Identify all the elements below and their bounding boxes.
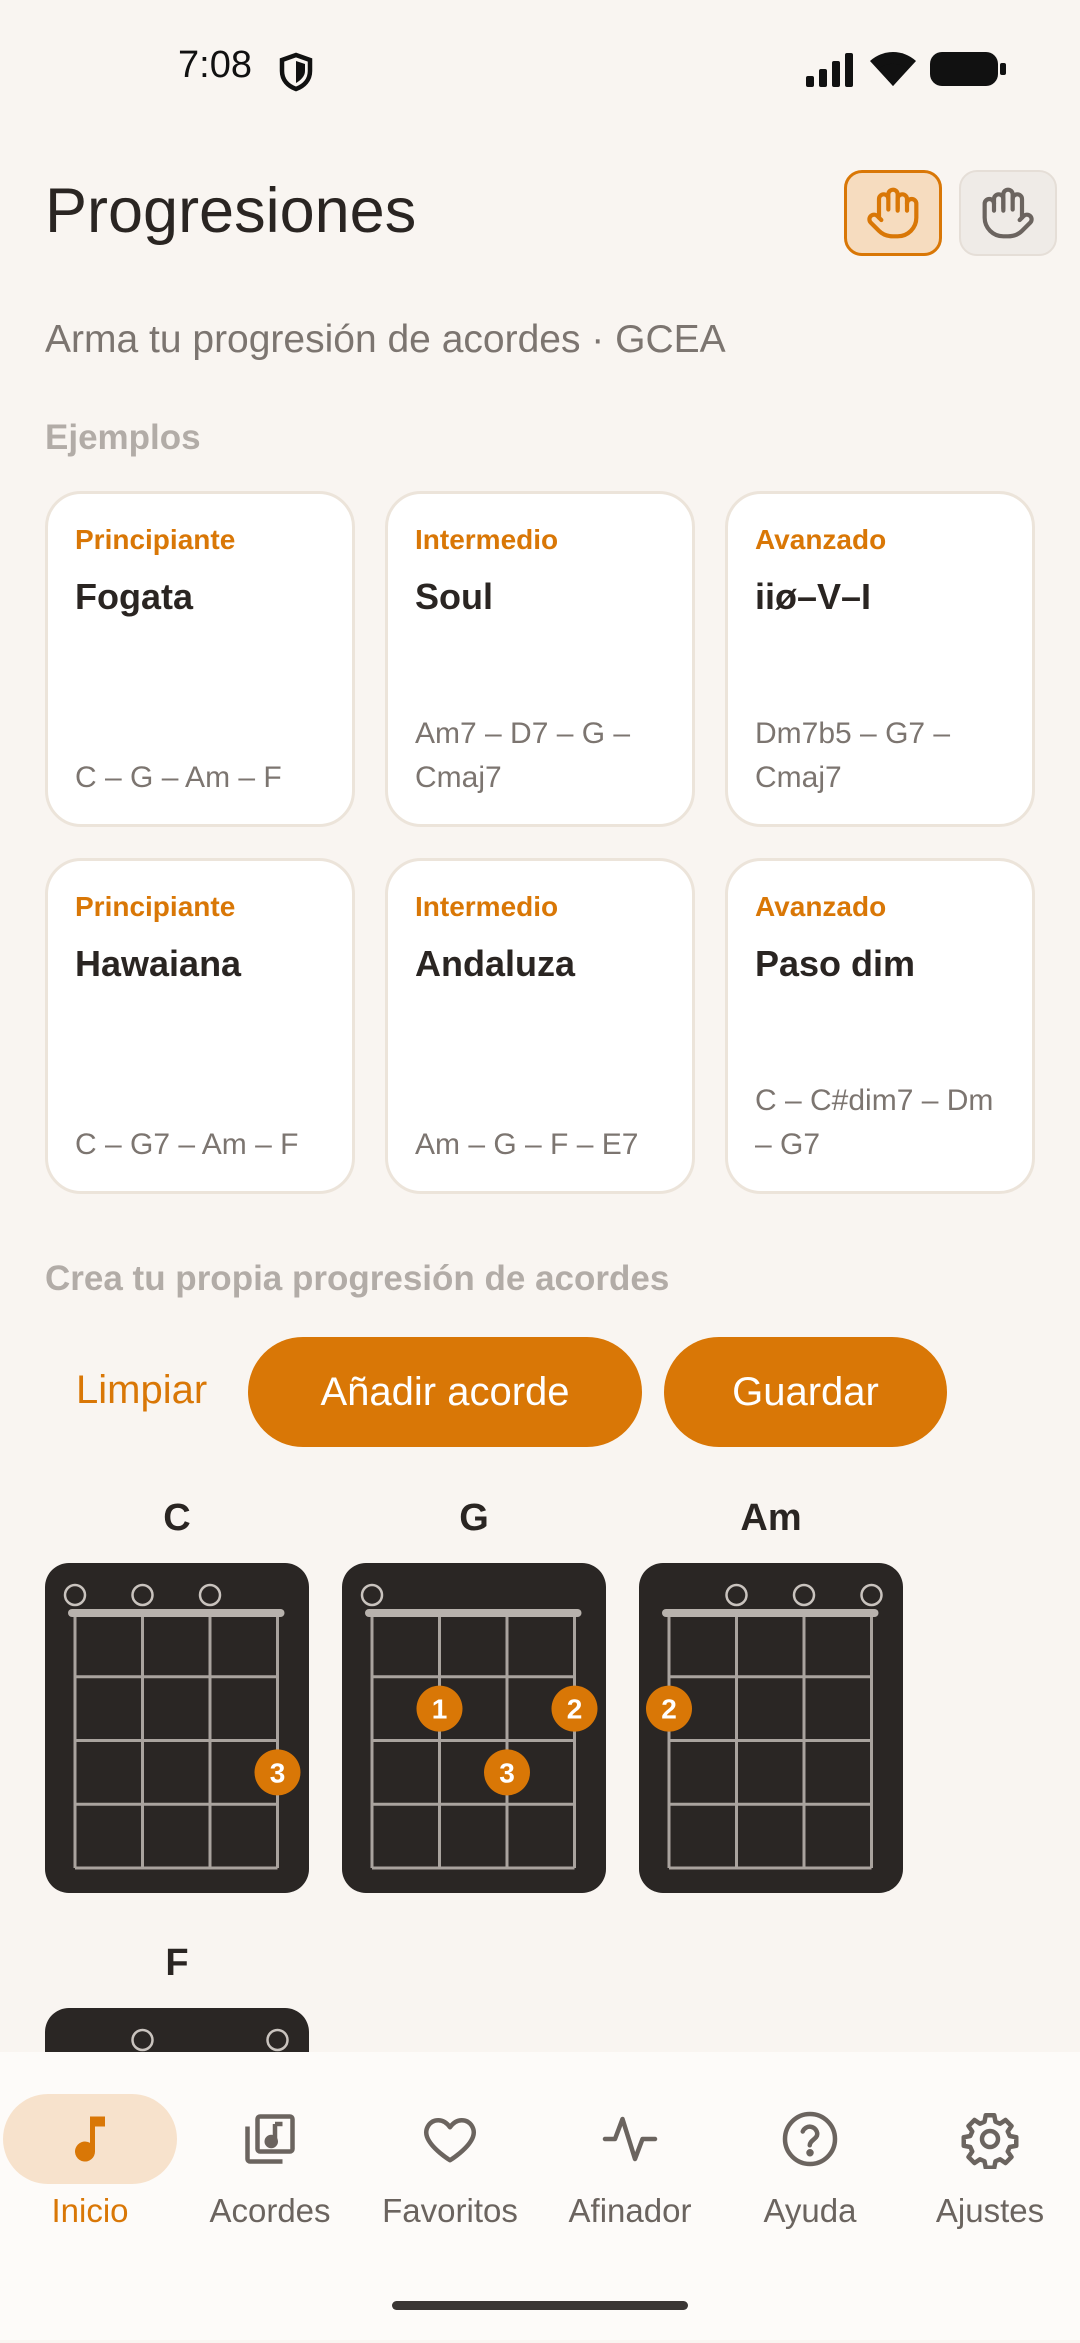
example-card[interactable] [385,491,695,827]
card-chords: Dm7b5 – G7 – Cmaj7 [755,717,951,794]
builder-label: Crea tu propia progresión de acordes [45,1259,670,1298]
examples-label: Ejemplos [45,418,201,457]
add-chord-button[interactable]: Añadir acorde [248,1337,642,1447]
hand-icon [865,185,921,241]
finger-number: 3 [499,1757,515,1789]
nav-item-ayuda[interactable] [720,2052,900,2252]
page-subtitle: Arma tu progresión de acordes · GCEA [45,318,726,361]
card-name: Fogata [75,576,194,617]
chord-name: G [459,1497,489,1539]
card-name: iiø–V–I [755,576,872,617]
card-chords: C – C#dim7 – Dm – G7 [755,1084,994,1161]
card-level: Intermedio [415,524,559,555]
clear-button[interactable]: Limpiar [76,1368,208,1412]
nav-item-afinador[interactable] [540,2052,720,2252]
nav-label: Ajustes [935,2192,1045,2229]
open-string-marker [794,1585,814,1605]
nav-label: Inicio [51,2192,129,2229]
save-button[interactable]: Guardar [664,1337,947,1447]
nav-label: Favoritos [382,2192,518,2229]
open-string-marker [133,2030,153,2050]
card-level: Intermedio [415,891,559,922]
chord-name: C [163,1497,191,1539]
nav-label: Ayuda [763,2192,857,2229]
wifi-icon [869,48,917,93]
card-chords: Am7 – D7 – G – Cmaj7 [415,717,631,794]
finger-number: 2 [566,1693,583,1725]
chord-name: F [165,1942,189,1984]
left-hand-toggle[interactable] [844,170,942,256]
open-string-marker [200,1585,220,1605]
nav-item-favoritos[interactable] [360,2052,540,2252]
chord-diagram-svg [639,1563,903,1893]
card-chords: Am – G – F – E7 [415,1128,639,1161]
card-name: Andaluza [415,943,576,984]
card-level: Principiante [75,891,236,922]
nav-item-acordes[interactable] [180,2052,360,2252]
signal-icon [805,52,855,93]
chord-diagram[interactable] [45,1563,309,1893]
chord-diagram[interactable] [342,1563,606,1893]
open-string-marker [268,2030,288,2050]
card-chords: C – G – Am – F [75,761,282,794]
help-icon [780,2109,840,2169]
finger-number: 1 [431,1693,448,1725]
chord-diagram[interactable] [639,1563,903,1893]
open-string-marker [133,1585,153,1605]
finger-number: 3 [269,1757,286,1789]
open-string-marker [727,1585,747,1605]
open-string-marker [862,1585,882,1605]
nav-label: Afinador [568,2192,692,2229]
battery-icon [929,50,1009,95]
hand-icon [980,185,1036,241]
card-name: Soul [415,576,493,617]
card-name: Hawaiana [75,943,242,984]
example-card[interactable] [725,491,1035,827]
card-chords: C – G7 – Am – F [75,1128,299,1161]
card-level: Principiante [75,524,236,555]
pulse-icon [600,2109,660,2169]
open-string-marker [65,1585,85,1605]
nav-item-inicio[interactable] [0,2052,180,2252]
status-time: 7:08 [178,44,252,86]
open-string-marker [362,1585,382,1605]
example-card[interactable] [45,858,355,1194]
chord-diagram-svg [342,1563,606,1893]
nav-item-ajustes[interactable] [900,2052,1080,2252]
chord-name: Am [740,1497,802,1539]
example-card[interactable] [385,858,695,1194]
home-indicator [392,2301,688,2310]
example-card[interactable] [725,858,1035,1194]
finger-number: 2 [661,1693,677,1725]
card-name: Paso dim [755,943,916,984]
gear-icon [960,2109,1020,2169]
bottom-nav [0,2052,1080,2340]
card-level: Avanzado [755,524,887,555]
card-level: Avanzado [755,891,887,922]
vpn-shield-icon [278,52,314,97]
right-hand-toggle[interactable] [959,170,1057,256]
example-card[interactable] [45,491,355,827]
page-title: Progresiones [45,176,417,246]
music-note-icon [60,2109,120,2169]
chord-diagram-svg [45,1563,309,1893]
nav-label: Acordes [209,2192,331,2229]
library-music-icon [240,2109,300,2169]
heart-icon [420,2109,480,2169]
